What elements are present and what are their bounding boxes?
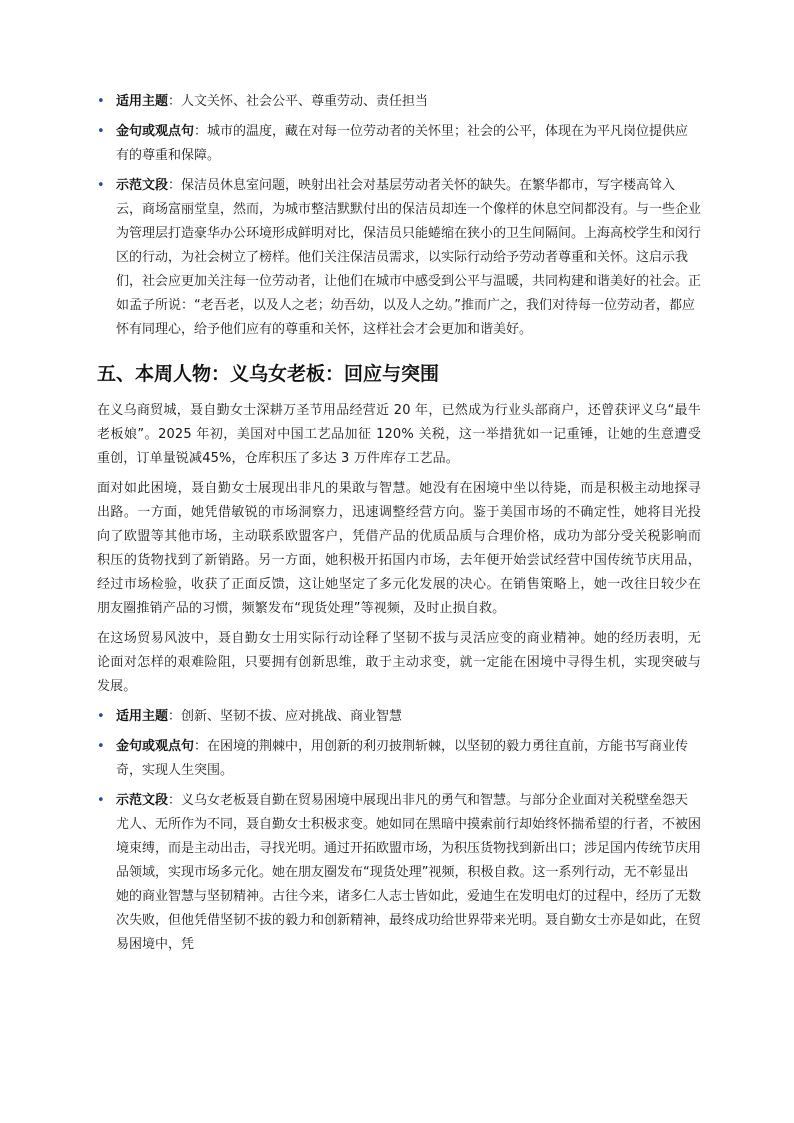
section-heading: 五、本周人物：义乌女老板：回应与突围: [97, 363, 440, 385]
bullet-dot-icon: •: [97, 124, 105, 139]
bullet-colon: ：: [194, 124, 208, 139]
list-item: [97, 789, 701, 957]
bullet-dot-icon: •: [97, 709, 105, 724]
bullet-colon: ：: [168, 709, 182, 724]
bullet-label: 示范文段: [116, 178, 169, 193]
bullet-text: 城市的温度，藏在对每一位劳动者的关怀里；社会的公平，体现在为平凡岗位提供应有的尊重和保障。: [116, 124, 689, 163]
bullet-label: 金句或观点句: [116, 124, 195, 139]
bullet-text: 保洁员休息室问题，映射出社会对基层劳动者关怀的缺失。在繁华都市，写字楼高耸入云，商场富丽堂皇，然而，为城市整洁默默付出的保洁员却连一个像样的休息空间都没有。与一些企业为管理层打造豪华办公环境形成鲜明对比，保洁员只能蜷缩在狭小的卫生间隔间。上海高校学生和闵行区的行动，为社会树立了榜样。他们关注保洁员需求，以实际行动给予劳动者尊重和关怀。这启示我们，社会应更加关注每一位劳动者，让他们在城市中感受到公平与温暖，共同构建和谐美好的社会。正如孟子所说：“老吾老，以及人之老；幼吾幼，以及人之幼。”推而广之，我们对待每一位劳动者，都应怀有同理心，给予他们应有的尊重和关怀，这样社会才会更加和谐美好。: [116, 178, 702, 337]
bullet-label: 示范文段: [116, 793, 169, 808]
bullet-colon: ：: [168, 178, 182, 193]
bullet-text: 在困境的荆棘中，用创新的利刃披荆斩棘，以坚韧的毅力勇往直前，方能书写商业传奇，实现人生突围。: [116, 739, 689, 778]
topic-bullet-list: [97, 90, 701, 342]
bullet-colon: ：: [168, 793, 182, 808]
list-item: [97, 735, 701, 783]
body-paragraph: 在义乌商贸城，聂自勤女士深耕万圣节用品经营近 20 年，已然成为行业头部商户，还曾获评义乌“最牛老板娘”。2025 年初，美国对中国工艺品加征 120% 关税，这一举措犹如一记重锤，让她的生意遭受重创，订单量锐减45%，仓库积压了多达 3 万件库存工艺品。: [97, 403, 701, 466]
list-item: [97, 174, 701, 342]
bullet-dot-icon: •: [97, 94, 105, 109]
bullet-label: 适用主题: [116, 709, 169, 724]
bullet-text: 创新、坚韧不拔、应对挑战、商业智慧: [181, 709, 403, 724]
bullet-text: 人文关怀、社会公平、尊重劳动、责任担当: [181, 94, 429, 109]
bullet-label: 适用主题: [116, 94, 169, 109]
body-paragraph: 面对如此困境，聂自勤女士展现出非凡的果敢与智慧。她没有在困境中坐以待毙，而是积极主动地探寻出路。一方面，她凭借敏锐的市场洞察力，迅速调整经营方向。鉴于美国市场的不确定性，她将目光投向了欧盟等其他市场，主动联系欧盟客户，凭借产品的优质品质与合理价格，成功为部分受关税影响而积压的货物找到了新销路。另一方面，她积极开拓国内市场，去年便开始尝试经营中国传统节庆用品，经过市场检验，收获了正面反馈，这让她坚定了多元化发展的决心。在销售策略上，她一改往日较少在朋友圈推销产品的习惯，频繁发布“现货处理”等视频，及时止损自救。: [97, 481, 701, 616]
list-item: [97, 120, 701, 168]
page-content: [97, 90, 701, 963]
bullet-label: 金句或观点句: [116, 739, 195, 754]
list-item: [97, 705, 701, 729]
bullet-dot-icon: •: [97, 793, 105, 808]
bullet-dot-icon: •: [97, 739, 105, 754]
bullet-text: 义乌女老板聂自勤在贸易困境中展现出非凡的勇气和智慧。与部分企业面对关税壁垒怨天尤人、无所作为不同，聂自勤女士积极求变。她如同在黑暗中摸索前行却始终怀揣希望的行者，不被困境束缚，而是主动出击，寻找光明。通过开拓欧盟市场，为积压货物找到新出口；涉足国内传统节庆用品领域，实现市场多元化。她在朋友圈发布“现货处理”视频，积极自救。这一系列行动，无不彰显出她的商业智慧与坚韧精神。古往今来，诸多仁人志士皆如此，爱迪生在发明电灯的过程中，经历了无数次失败，但他凭借坚韧不拔的毅力和创新精神，最终成功给世界带来光明。聂自勤女士亦是如此，在贸易困境中，凭: [116, 793, 702, 952]
person-bullet-list: [97, 705, 701, 957]
bullet-colon: ：: [168, 94, 182, 109]
body-paragraph: 在这场贸易风波中，聂自勤女士用实际行动诠释了坚韧不拔与灵活应变的商业精神。她的经历表明，无论面对怎样的艰难险阻，只要拥有创新思维，敢于主动求变，就一定能在困境中寻得生机，实现突破与发展。: [97, 631, 701, 694]
bullet-colon: ：: [194, 739, 208, 754]
bullet-dot-icon: •: [97, 178, 105, 193]
list-item: [97, 90, 701, 114]
